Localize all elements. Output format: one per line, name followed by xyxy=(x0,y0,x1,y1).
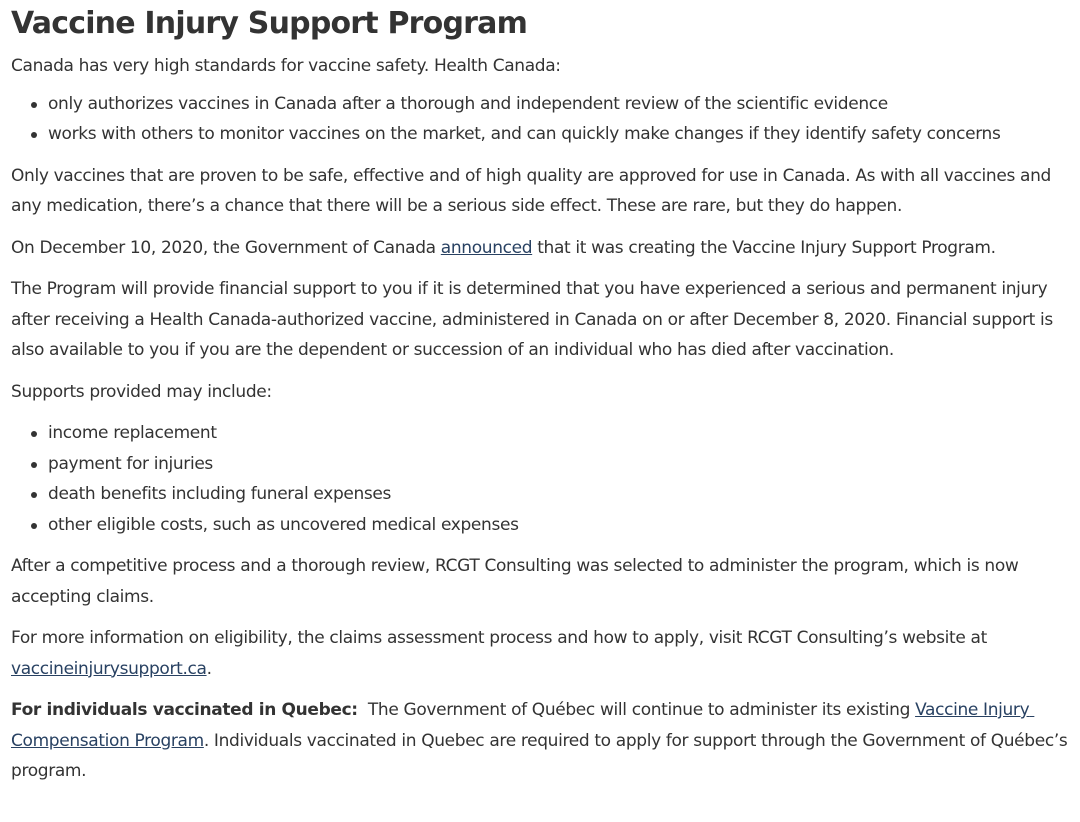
more-info-text-before: For more information on eligibility, the claims assessment process and how to apply, visit RCGT Consulting’s website at xyxy=(11,628,987,648)
page-title: Vaccine Injury Support Program xyxy=(11,6,528,41)
supports-intro: Supports provided may include: xyxy=(11,381,272,402)
announcement-text-before: On December 10, 2020, the Government of Canada xyxy=(11,237,441,258)
health-canada-list xyxy=(11,89,1073,150)
program-paragraph: The Program will provide financial support to you if it is determined that you have experienced a serious and permanent injury after receiving a Health Canada-authorized vaccine, administered in Canada on or after December 8, 2020. Financial support is also available to you if you are the dependent or succession of an individual who has died after vaccination. xyxy=(11,279,1053,360)
list-item: works with others to monitor vaccines on the market, and can quickly make changes if they identify safety concerns xyxy=(48,119,1073,150)
announcement-text-after: that it was creating the Vaccine Injury Support Program. xyxy=(532,237,996,258)
quebec-text-before: The Government of Québec will continue to administer its existing xyxy=(357,700,916,720)
list-item: death benefits including funeral expenses xyxy=(48,479,1073,510)
page-content xyxy=(11,0,1073,787)
announced-link[interactable]: announced xyxy=(440,237,533,258)
rcgt-paragraph: After a competitive process and a thorough review, RCGT Consulting was selected to administer the program, which is now accepting claims. xyxy=(11,556,1019,607)
list-item: income replacement xyxy=(48,418,1073,449)
quebec-label: For individuals vaccinated in Quebec: xyxy=(11,700,358,720)
quebec-paragraph xyxy=(11,695,1073,787)
more-info-text-after: . xyxy=(206,658,212,679)
quebec-text-after: . Individuals vaccinated in Quebec are required to apply for support through the Government of Québec’s program. xyxy=(11,730,1073,781)
list-item: only authorizes vaccines in Canada after a thorough and independent review of the scientific evidence xyxy=(48,89,1073,120)
safety-paragraph: Only vaccines that are proven to be safe, effective and of high quality are approved for use in Canada. As with all vaccines and any medication, there’s a chance that there will be a serious side effect. These are rare, but they do happen. xyxy=(11,165,1051,216)
more-info-paragraph xyxy=(11,623,1073,684)
list-item: other eligible costs, such as uncovered medical expenses xyxy=(48,510,1073,541)
vaccine-injury-compensation-link[interactable]: Vaccine Injury Compensation Program xyxy=(11,700,1035,751)
intro-paragraph: Canada has very high standards for vaccine safety. Health Canada: xyxy=(11,56,561,76)
list-item: payment for injuries xyxy=(48,449,1073,480)
supports-list xyxy=(11,418,1073,540)
announcement-paragraph xyxy=(11,233,1073,264)
vaccineinjurysupport-link[interactable]: vaccineinjurysupport.ca xyxy=(11,658,207,679)
